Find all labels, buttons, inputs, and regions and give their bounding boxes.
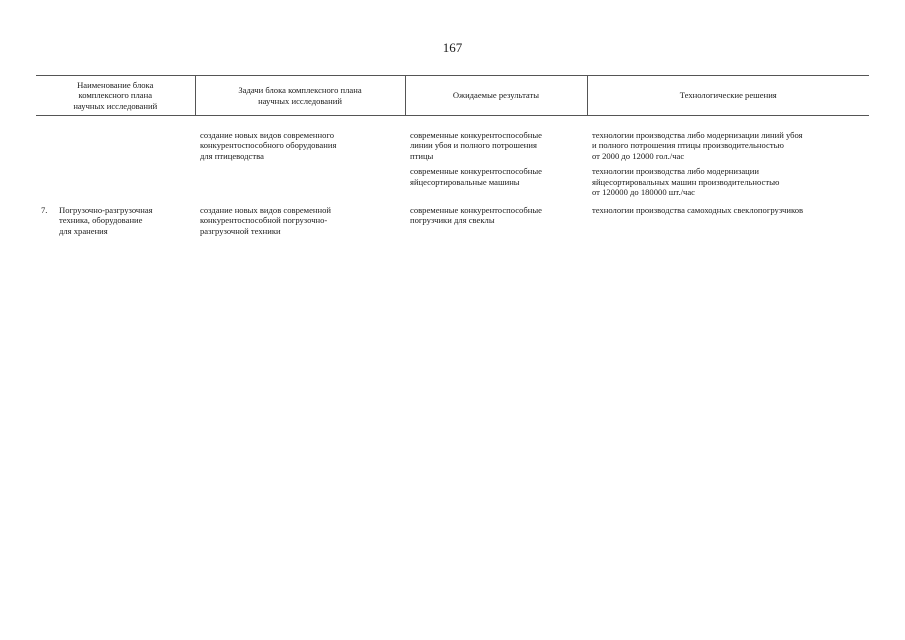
result-cell: современные конкурентоспособные линии убоя и полного потрошения птицы [410,130,542,161]
header-tech-solutions: Технологические решения [587,76,869,116]
solution-cell: технологии производства либо модернизации линий убоя и полного потрошения птицы производительностью от 2000 до 12000 гол./час [592,130,803,161]
header-expected-results: Ожидаемые результаты [405,76,587,116]
block-cell [36,116,195,165]
table-row [36,116,869,165]
task-cell: создание новых видов современной конкурентоспособной погрузочно- разгрузочной техники [200,204,332,236]
header-block-name: Наименование блока комплексного плана научных исследований [36,76,195,116]
research-plan-table [36,75,869,239]
table-header-row [36,76,869,116]
header-block-tasks: Задачи блока комплексного плана научных исследований [195,76,405,116]
solution-cell: технологии производства самоходных свеклопогрузчиков [592,204,804,215]
task-cell: создание новых видов современного конкурентоспособного оборудования для птицеводства [200,130,337,161]
block-number: 7. [41,204,48,215]
table-row [36,164,869,200]
page-number: 167 [442,40,463,55]
table-row [36,201,869,239]
result-cell: современные конкурентоспособные яйцесортировальные машины [410,166,542,187]
solution-cell: технологии производства либо модернизации яйцесортировальных машин производительностью от 120000 до 180000 шт./час [592,166,780,198]
block-name: Погрузочно-разгрузочная техника, оборудование для хранения [59,204,153,236]
block-cell [36,164,195,200]
result-cell: современные конкурентоспособные погрузчики для свеклы [410,204,542,226]
block-cell [36,201,195,239]
task-cell [195,164,405,200]
